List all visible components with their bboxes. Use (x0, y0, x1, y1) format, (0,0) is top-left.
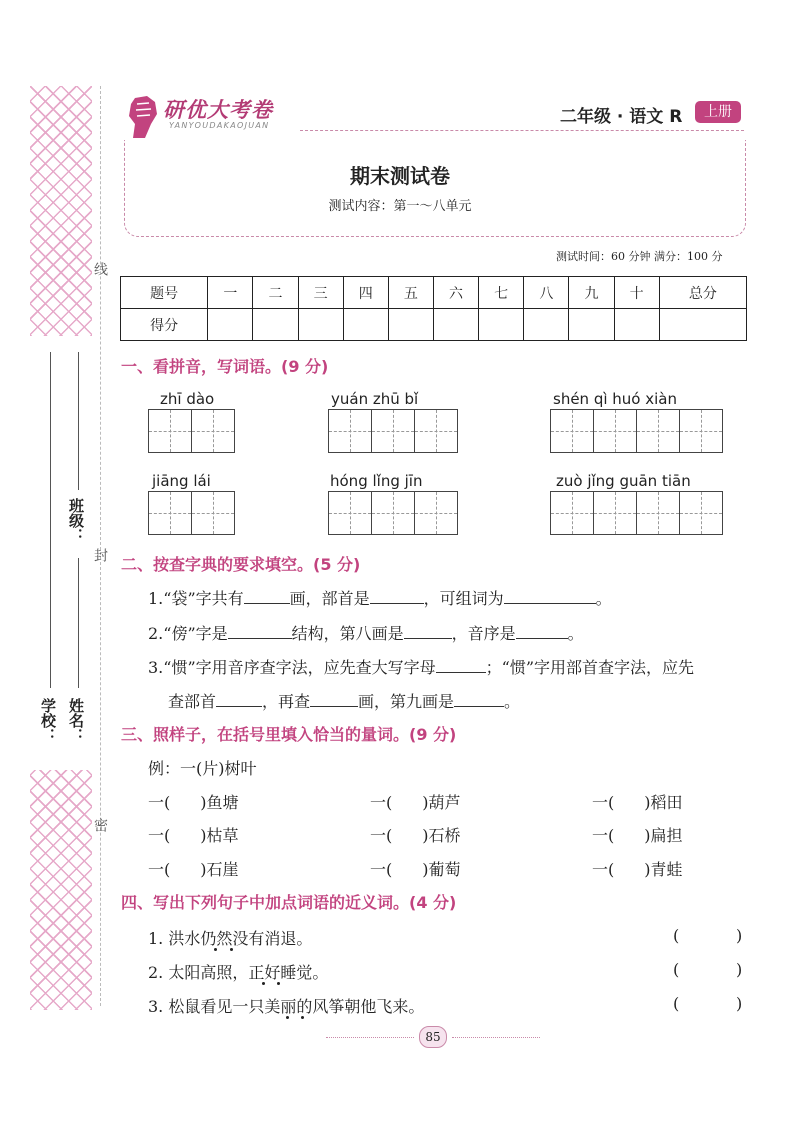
measure-word-item[interactable]: 一( )青蛙 (592, 860, 683, 879)
emphasis-dot (214, 948, 217, 951)
table-cell: 五 (388, 277, 433, 309)
score-input-cell[interactable] (524, 309, 569, 341)
score-input-cell[interactable] (253, 309, 298, 341)
synonym-sentence: 1. 洪水仍然没有消退。 (148, 929, 313, 948)
pinyin-label: zuò jǐng guān tiān (556, 472, 691, 490)
pinyin-label: zhī dào (160, 390, 215, 408)
score-input-cell[interactable] (388, 309, 433, 341)
class-field-line-lower[interactable] (78, 558, 79, 688)
question-2-2: 2.“傍”字是 结构，第八画是 ，音序是 。 (148, 624, 584, 643)
footer-rule-right (452, 1037, 540, 1038)
logo-subtext: YANYOUDAKAOJUAN (169, 121, 270, 130)
class-field-line[interactable] (78, 352, 79, 490)
table-cell: 四 (343, 277, 388, 309)
writing-grid[interactable] (148, 491, 235, 535)
emphasis-dot (286, 1016, 289, 1019)
table-cell: 十 (614, 277, 659, 309)
table-row (121, 277, 747, 309)
emphasis-dot (301, 1016, 304, 1019)
score-input-cell[interactable] (433, 309, 478, 341)
measure-word-item[interactable]: 一( )石桥 (370, 826, 461, 845)
class-field-label: 班级： (67, 498, 85, 543)
school-field-label: 学校： (39, 698, 57, 743)
answer-paren-close[interactable]: ) (736, 926, 743, 945)
measure-word-item[interactable]: 一( )葡萄 (370, 860, 461, 879)
table-cell: 六 (433, 277, 478, 309)
table-cell: 九 (569, 277, 614, 309)
measure-word-item[interactable]: 一( )扁担 (592, 826, 683, 845)
emphasis-dot (262, 982, 265, 985)
synonym-sentence: 3. 松鼠看见一只美丽的风筝朝他飞来。 (148, 997, 425, 1016)
score-input-cell[interactable] (298, 309, 343, 341)
answer-blank[interactable] (244, 589, 290, 604)
answer-paren-open[interactable]: ( (673, 994, 680, 1013)
section1-heading: 一、看拼音，写词语。(9 分) (121, 357, 329, 376)
header-top-border (300, 130, 744, 131)
answer-paren-close[interactable]: ) (736, 960, 743, 979)
writing-grid[interactable] (550, 491, 723, 535)
answer-blank[interactable] (436, 658, 486, 673)
answer-blank[interactable] (504, 589, 596, 604)
section4-heading: 四、写出下列句子中加点词语的近义词。(4 分) (121, 893, 457, 912)
answer-blank[interactable] (216, 692, 262, 707)
measure-word-item[interactable]: 一( )鱼塘 (148, 793, 239, 812)
measure-word-item[interactable]: 一( )枯草 (148, 826, 239, 845)
table-cell: 八 (524, 277, 569, 309)
answer-blank[interactable] (454, 692, 504, 707)
seal-word-secret: 密 (92, 818, 108, 832)
answer-blank[interactable] (370, 589, 424, 604)
section3-heading: 三、照样子，在括号里填入恰当的量词。(9 分) (121, 725, 457, 744)
synonym-sentence: 2. 太阳高照，正好睡觉。 (148, 963, 329, 982)
answer-blank[interactable] (310, 692, 358, 707)
volume-badge: 上册 (695, 101, 741, 123)
emphasis-dot (277, 982, 280, 985)
grade-label: 二年级 · 语文 R (560, 107, 683, 127)
writing-grid[interactable] (148, 409, 235, 453)
page-number: 85 (419, 1026, 447, 1048)
answer-blank[interactable] (404, 624, 452, 639)
time-info: 测试时间：60 分钟 满分：100 分 (556, 250, 723, 263)
page-title: 期末测试卷 (350, 164, 450, 188)
example-line: 例：一(片)树叶 (148, 759, 257, 778)
measure-word-item[interactable]: 一( )葫芦 (370, 793, 461, 812)
answer-blank[interactable] (516, 624, 568, 639)
score-input-cell[interactable] (343, 309, 388, 341)
pinyin-label: shén qì huó xiàn (553, 390, 677, 408)
score-input-cell[interactable] (569, 309, 614, 341)
section2-heading: 二、按查字典的要求填空。(5 分) (121, 555, 361, 574)
score-input-cell[interactable] (479, 309, 524, 341)
table-cell: 总分 (659, 277, 746, 309)
table-cell: 三 (298, 277, 343, 309)
margin-lattice-bottom (30, 770, 92, 1010)
question-2-3-cont: 查部首 ，再查 画，第九画是 。 (168, 692, 521, 711)
measure-word-item[interactable]: 一( )石崖 (148, 860, 239, 879)
footer-rule-left (326, 1037, 414, 1038)
table-cell: 二 (253, 277, 298, 309)
answer-paren-open[interactable]: ( (673, 960, 680, 979)
page-subtitle: 测试内容：第一～八单元 (328, 199, 472, 214)
pinyin-label: yuán zhū bǐ (331, 390, 419, 408)
pinyin-label: jiāng lái (152, 472, 211, 490)
table-cell: 一 (208, 277, 253, 309)
fist-icon (127, 94, 161, 138)
table-cell: 七 (479, 277, 524, 309)
score-input-cell[interactable] (659, 309, 746, 341)
question-2-3: 3.“惯”字用音序查字法，应先查大写字母 ；“惯”字用部首查字法，应先 (148, 658, 695, 677)
emphasis-dot (230, 948, 233, 951)
seal-word-seal: 封 (92, 548, 108, 562)
writing-grid[interactable] (328, 491, 458, 535)
measure-word-item[interactable]: 一( )稻田 (592, 793, 683, 812)
school-field-line[interactable] (50, 352, 51, 688)
answer-blank[interactable] (228, 624, 292, 639)
answer-paren-open[interactable]: ( (673, 926, 680, 945)
score-table (120, 276, 747, 341)
table-cell: 题号 (121, 277, 208, 309)
name-field-label: 姓名： (67, 698, 85, 743)
score-input-cell[interactable] (208, 309, 253, 341)
table-cell: 得分 (121, 309, 208, 341)
writing-grid[interactable] (328, 409, 458, 453)
table-row (121, 309, 747, 341)
writing-grid[interactable] (550, 409, 723, 453)
answer-paren-close[interactable]: ) (736, 994, 743, 1013)
brand-logo (127, 92, 303, 140)
seal-word-line: 线 (92, 262, 108, 276)
logo-text: 研优大考卷 (163, 98, 273, 122)
question-2-1: 1.“袋”字共有 画，部首是 ，可组词为 。 (148, 589, 612, 608)
pinyin-label: hóng lǐng jīn (330, 472, 423, 490)
score-input-cell[interactable] (614, 309, 659, 341)
binding-line (100, 86, 101, 1006)
